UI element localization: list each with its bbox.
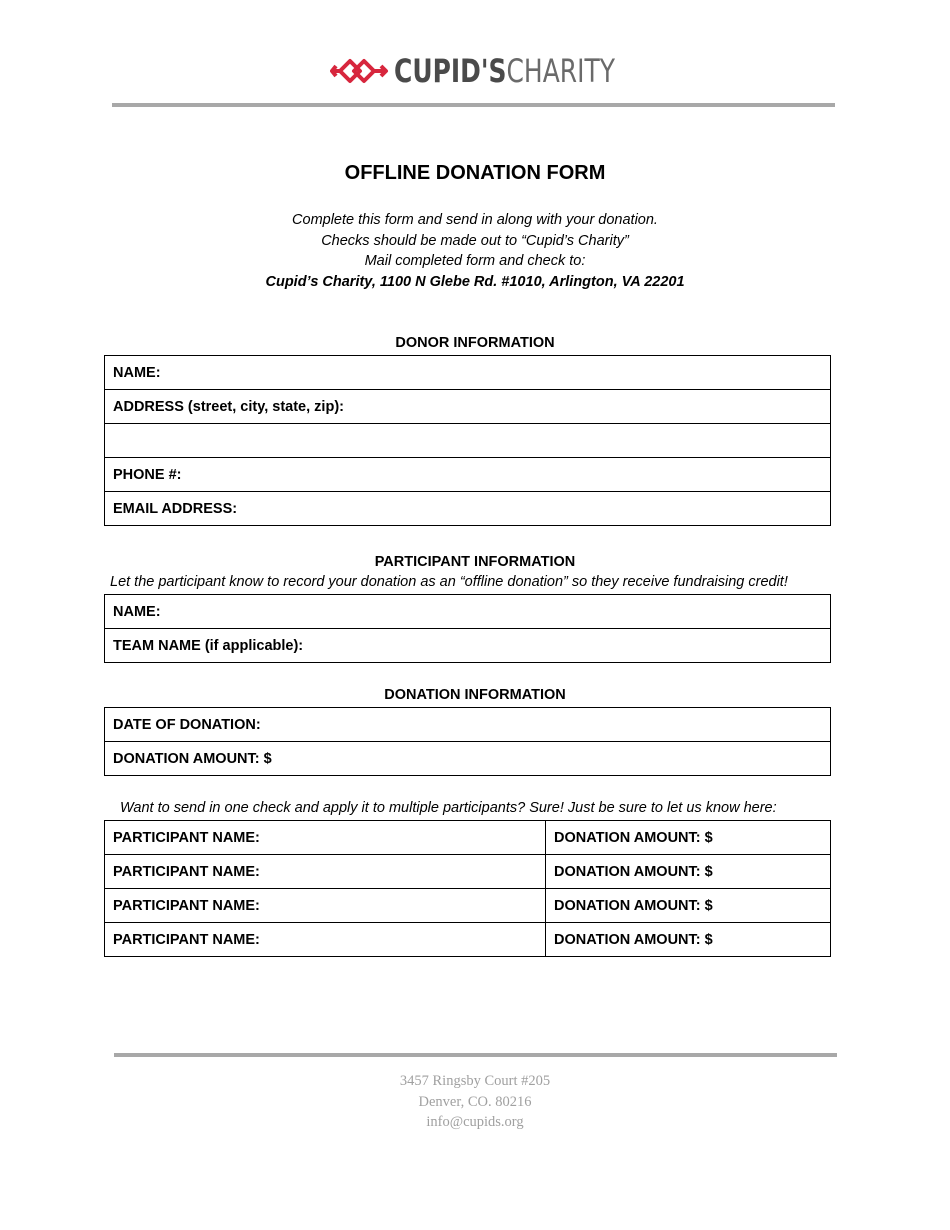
- table-row: [105, 595, 831, 629]
- table-row: [105, 708, 831, 742]
- participant-info-table: [104, 594, 831, 663]
- donor-info-heading: DONOR INFORMATION: [395, 335, 555, 351]
- participant-name-field[interactable]: PARTICIPANT NAME:: [105, 923, 546, 957]
- team-name-field[interactable]: TEAM NAME (if applicable):: [105, 629, 831, 663]
- logo-word-bold: CUPID'S: [394, 52, 507, 90]
- footer-address: [0, 1071, 950, 1133]
- page-title: OFFLINE DONATION FORM: [344, 162, 606, 184]
- table-row: [105, 821, 831, 855]
- table-row: [105, 424, 831, 458]
- intro-text: [0, 210, 950, 292]
- footer-city: Denver, CO. 80216: [418, 1093, 532, 1110]
- footer-divider: [114, 1053, 837, 1057]
- participant-info-heading: PARTICIPANT INFORMATION: [374, 554, 576, 570]
- donor-info-table: [104, 355, 831, 526]
- participant-note: Let the participant know to record your donation as an “offline donation” so they receive fundraising credit!: [110, 574, 788, 590]
- logo-wordmark: [394, 52, 615, 90]
- multiple-participants-note: Want to send in one check and apply it to multiple participants? Sure! Just be sure to let us know here:: [120, 800, 777, 816]
- intro-line-1: Complete this form and send in along with your donation.: [292, 212, 658, 228]
- donor-address-line2-field[interactable]: [105, 424, 831, 458]
- multiple-participants-table: [104, 820, 831, 957]
- table-row: [105, 855, 831, 889]
- donation-amount-field[interactable]: DONATION AMOUNT: $: [546, 855, 831, 889]
- header-divider: [112, 103, 835, 107]
- participant-name-field[interactable]: PARTICIPANT NAME:: [105, 889, 546, 923]
- donor-email-field[interactable]: EMAIL ADDRESS:: [105, 492, 831, 526]
- footer-email[interactable]: info@cupids.org: [426, 1114, 524, 1130]
- logo-word-light: CHARITY: [506, 52, 615, 90]
- linked-hearts-arrow-icon: [330, 56, 390, 86]
- donation-amount-field[interactable]: DONATION AMOUNT: $: [546, 923, 831, 957]
- donor-name-field[interactable]: NAME:: [105, 356, 831, 390]
- table-row: [105, 742, 831, 776]
- table-row: [105, 458, 831, 492]
- participant-name-field[interactable]: NAME:: [105, 595, 831, 629]
- donation-amount-field[interactable]: DONATION AMOUNT: $: [546, 821, 831, 855]
- donation-info-heading: DONATION INFORMATION: [384, 687, 566, 703]
- participant-name-field[interactable]: PARTICIPANT NAME:: [105, 855, 546, 889]
- table-row: [105, 923, 831, 957]
- donor-phone-field[interactable]: PHONE #:: [105, 458, 831, 492]
- footer-street: 3457 Ringsby Court #205: [399, 1073, 551, 1089]
- table-row: [105, 889, 831, 923]
- table-row: [105, 629, 831, 663]
- brand-logo: [330, 50, 630, 90]
- participant-name-field[interactable]: PARTICIPANT NAME:: [105, 821, 546, 855]
- table-row: [105, 356, 831, 390]
- intro-line-2: Checks should be made out to “Cupid’s Charity”: [321, 232, 629, 249]
- donation-info-table: [104, 707, 831, 776]
- donation-date-field[interactable]: DATE OF DONATION:: [105, 708, 831, 742]
- donor-address-field[interactable]: ADDRESS (street, city, state, zip):: [105, 390, 831, 424]
- donation-amount-field[interactable]: DONATION AMOUNT: $: [546, 889, 831, 923]
- table-row: [105, 492, 831, 526]
- intro-line-3: Mail completed form and check to:: [364, 253, 586, 269]
- donation-amount-field[interactable]: DONATION AMOUNT: $: [105, 742, 831, 776]
- mailing-address: Cupid’s Charity, 1100 N Glebe Rd. #1010, Arlington, VA 22201: [265, 273, 685, 290]
- table-row: [105, 390, 831, 424]
